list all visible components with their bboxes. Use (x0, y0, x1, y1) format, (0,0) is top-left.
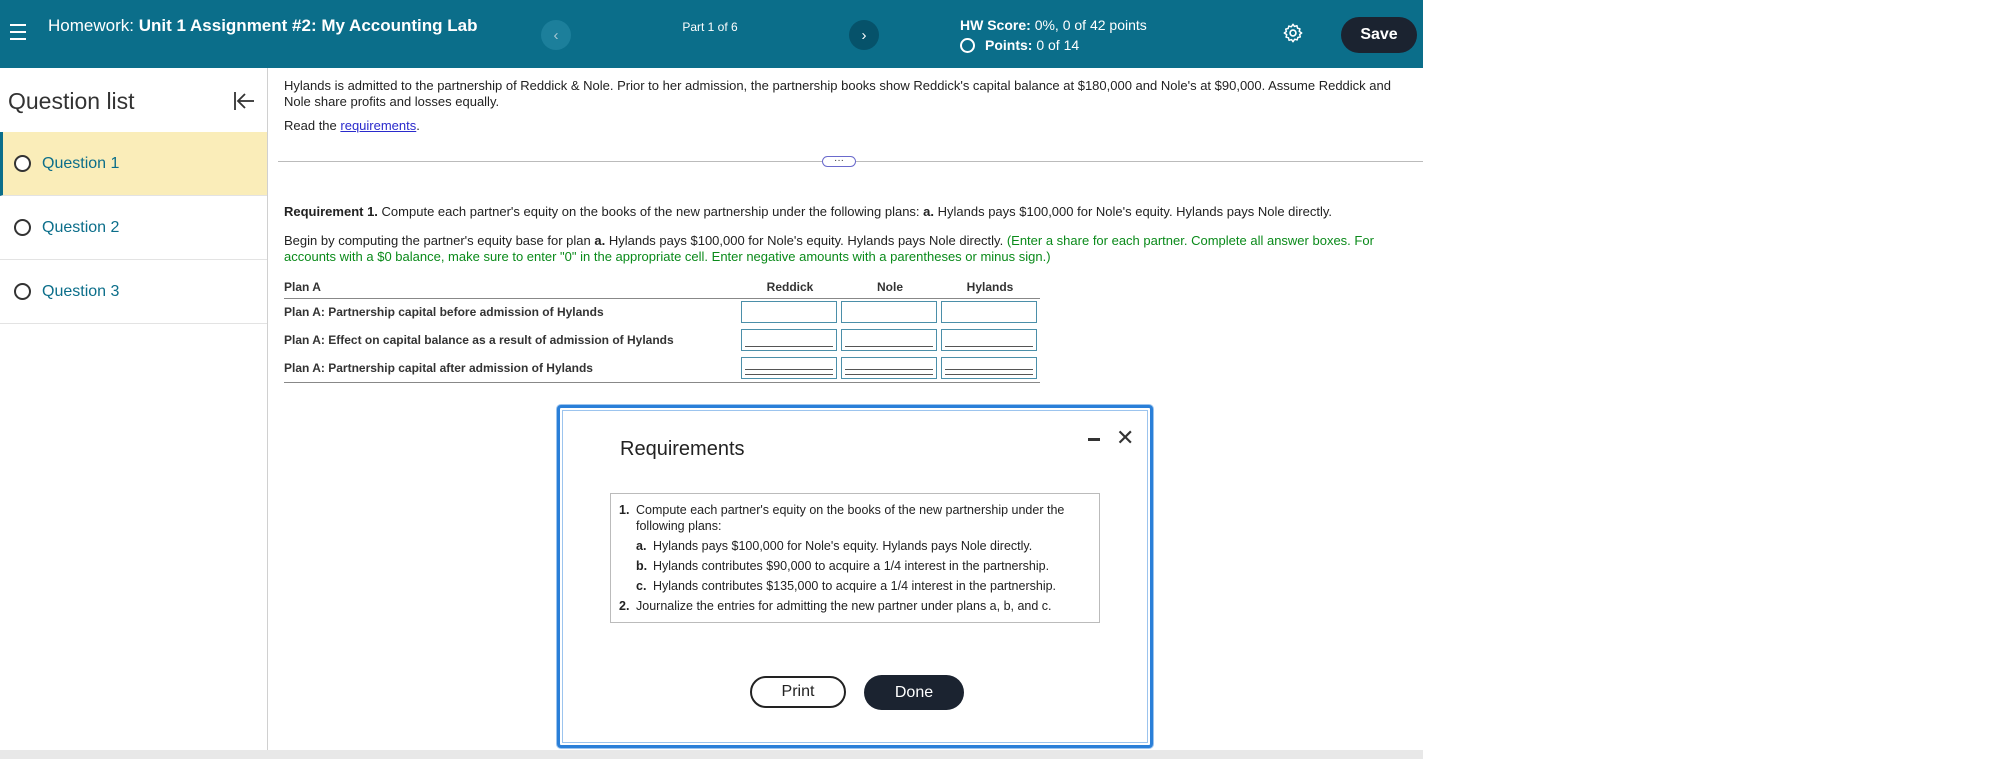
period-text: . (416, 118, 420, 133)
hylands-capital-before-input[interactable] (941, 301, 1037, 323)
row-label-capital-before: Plan A: Partnership capital before admission of Hylands (284, 305, 604, 320)
table-header-plan: Plan A (284, 277, 740, 298)
hylands-effect-input[interactable] (941, 329, 1037, 351)
requirement-1-body: Compute each partner's equity on the books of the new partnership under the following plans: (381, 204, 920, 219)
reddick-capital-after-input[interactable] (741, 357, 837, 379)
requirement-1-a-body: Hylands pays $100,000 for Nole's equity. Hylands pays Nole directly. (937, 204, 1332, 219)
expand-dots-button[interactable]: ··· (822, 156, 856, 167)
list-item-text: Compute each partner's equity on the books of the new partnership under the following plans: (636, 503, 1065, 533)
question-status-circle-icon (14, 283, 31, 300)
begin-a-body: Hylands pays $100,000 for Nole's equity. Hylands pays Nole directly. (608, 233, 1004, 248)
table-header-hylands: Hylands (940, 277, 1040, 298)
hylands-capital-after-input[interactable] (941, 357, 1037, 379)
entry-instructions: (Enter a share for each partner. Complete all answer boxes. For accounts with a $0 balance, make sure to enter "0" in the appropriate cell. Enter negative amounts with a parentheses or minus sign.) (284, 233, 1374, 264)
previous-question-button[interactable]: ‹ (541, 20, 571, 50)
homework-title-prefix: Homework: (48, 16, 134, 35)
minimize-icon[interactable] (1088, 438, 1100, 441)
list-item-number: b. (636, 559, 648, 573)
question-item-label: Question 3 (42, 282, 120, 300)
question-part: Part 1 of 6 (682, 20, 738, 34)
bottom-scroll-strip (0, 750, 1423, 759)
list-item-text: Hylands pays $100,000 for Nole's equity. Hylands pays Nole directly. (653, 539, 1033, 553)
save-button[interactable]: Save (1341, 17, 1417, 53)
list-item-number: 2. (619, 599, 630, 613)
question-list-title: Question list (8, 88, 135, 114)
question-item-2[interactable] (0, 196, 267, 260)
table-header-reddick: Reddick (740, 277, 840, 298)
settings-gear-icon[interactable] (1282, 22, 1304, 44)
read-requirements-line (284, 118, 420, 134)
list-item-text: Hylands contributes $135,000 to acquire a 1/4 interest in the partnership. (653, 579, 1057, 593)
nole-capital-after-input[interactable] (841, 357, 937, 379)
read-the-text: Read the (284, 118, 337, 133)
row-label-capital-after: Plan A: Partnership capital after admission of Hylands (284, 354, 740, 382)
question-status-circle-icon (14, 219, 31, 236)
next-question-button[interactable]: › (849, 20, 879, 50)
nole-capital-before-input[interactable] (841, 301, 937, 323)
table-header-row (284, 277, 1040, 298)
question-list-sidebar (0, 68, 268, 750)
homework-title-name: Unit 1 Assignment #2: My Accounting Lab (138, 16, 478, 35)
question-intro: Hylands is admitted to the partnership of Reddick & Nole. Prior to her admission, the partnership books show Reddick's capital balance at $180,000 and Nole's at $90,000. Assume Reddick and Nole share profits and losses equally. (284, 78, 1391, 109)
hw-score-value: 0%, 0 of 42 points (1034, 17, 1147, 33)
list-item-number: c. (636, 579, 647, 593)
points-value: 0 of 14 (1036, 37, 1080, 53)
reddick-capital-before-input[interactable] (741, 301, 837, 323)
list-item (619, 502, 1091, 534)
row-label-effect-on-capital: Plan A: Effect on capital balance as a result of admission of Hylands (284, 333, 674, 347)
begin-text: Begin by computing the partner's equity base for plan (284, 233, 591, 248)
requirements-dialog (557, 405, 1153, 748)
requirement-1-label: Requirement 1. (284, 204, 378, 219)
done-button[interactable]: Done (864, 675, 964, 710)
collapse-sidebar-icon[interactable] (232, 90, 256, 112)
question-title: Question 1, EF12-19 (book/static) (1294, 83, 1547, 100)
table-row (284, 298, 1040, 326)
requirement-1-a-label: a. (923, 204, 934, 219)
list-item-number: a. (636, 539, 647, 553)
reddick-effect-input[interactable] (741, 329, 837, 351)
question-item-label: Question 2 (42, 218, 120, 236)
list-item-text: Journalize the entries for admitting the new partner under plans a, b, and c. (636, 599, 1052, 613)
print-button[interactable]: Print (750, 676, 846, 708)
close-icon[interactable]: ✕ (1116, 425, 1135, 450)
question-status-circle-icon (14, 155, 31, 172)
points-circle-icon (960, 38, 975, 53)
plan-a-table (284, 277, 1040, 383)
list-item (619, 598, 1091, 614)
requirements-list (610, 493, 1100, 623)
list-item (619, 558, 1091, 574)
score-block (960, 17, 1147, 53)
table-header-nole: Nole (840, 277, 940, 298)
question-item-1[interactable] (0, 132, 267, 196)
table-row (284, 354, 1040, 382)
points-label: Points: (985, 37, 1033, 53)
requirement-1-text (284, 204, 1404, 220)
begin-instructions (284, 233, 1394, 265)
list-item (619, 538, 1091, 554)
hw-score-label: HW Score: (960, 17, 1031, 33)
question-item-label: Question 1 (42, 154, 120, 172)
menu-icon[interactable] (10, 24, 26, 42)
list-item (619, 578, 1091, 594)
table-row (284, 326, 1040, 354)
nole-effect-input[interactable] (841, 329, 937, 351)
requirements-dialog-title: Requirements (620, 438, 745, 460)
list-item-number: 1. (619, 503, 630, 517)
homework-title (48, 16, 488, 35)
requirements-link[interactable]: requirements (340, 118, 417, 133)
list-item-text: Hylands contributes $90,000 to acquire a 1/4 interest in the partnership. (653, 559, 1050, 573)
question-item-3[interactable] (0, 260, 267, 324)
begin-a-label: a. (594, 233, 606, 248)
